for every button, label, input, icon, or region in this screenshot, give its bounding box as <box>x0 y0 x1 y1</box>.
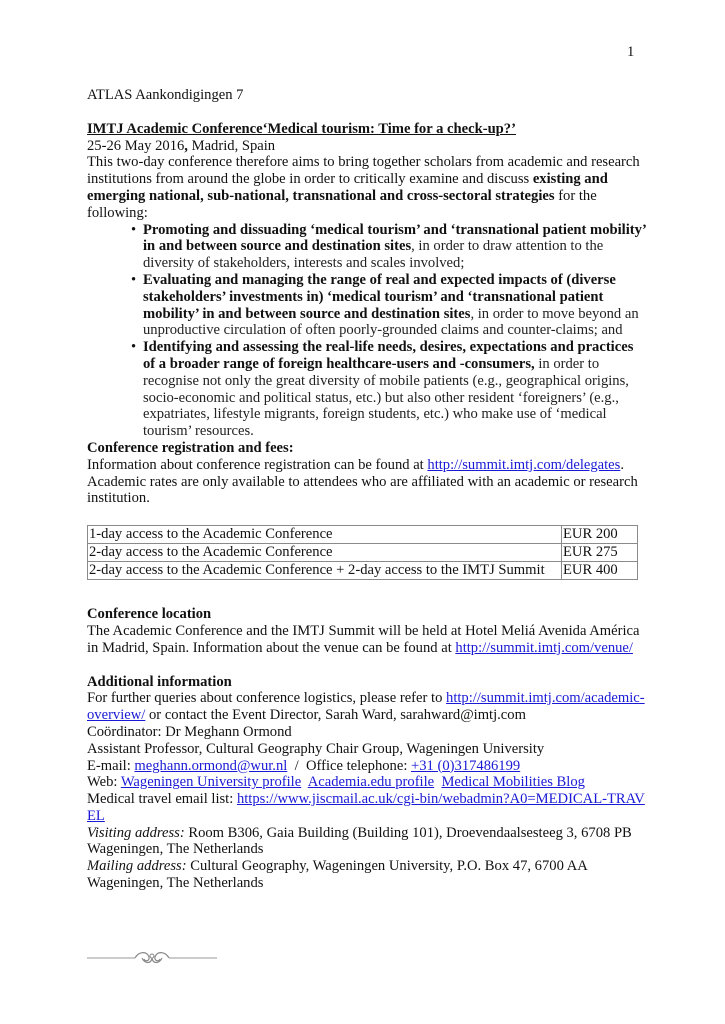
visiting-label: Visiting address: <box>87 824 185 841</box>
email-label: E-mail: <box>87 757 135 774</box>
email-link[interactable]: meghann.ormond@wur.nl <box>134 757 288 774</box>
fee-price: EUR 275 <box>562 544 638 562</box>
email-list-label: Medical travel email list: <box>87 791 237 808</box>
list-item <box>130 272 647 339</box>
location-text <box>87 623 647 657</box>
registration-heading: Conference registration and fees: <box>87 439 294 456</box>
conference-date: 25-26 May 2016 <box>87 137 185 154</box>
registration-text <box>87 457 647 507</box>
visiting-text: Room B306, Gaia Building (Building 101), Droevendaalsesteeg 3, 6708 PB Wageningen, The Netherlands <box>87 824 632 858</box>
conference-location: Madrid, Spain <box>187 137 276 154</box>
bullet-icon: • <box>131 339 137 356</box>
phone-link[interactable]: +31 (0)317486199 <box>411 757 521 774</box>
conference-intro <box>87 154 647 221</box>
location-description: The Academic Conference and the IMTJ Summit will be held at Hotel Meliá Avenida América in Madrid, Spain. Information about the venue can be found at <box>87 622 640 656</box>
fee-price: EUR 400 <box>562 562 638 580</box>
intro-text: This two-day conference therefore aims to bring together scholars from academic and research institutions from around the globe in order to critically examine and discuss <box>87 154 640 188</box>
mailing-text: Cultural Geography, Wageningen University, P.O. Box 47, 6700 AA Wageningen, The Netherlands <box>87 858 595 892</box>
fee-price: EUR 200 <box>562 526 638 544</box>
fee-item: 2-day access to the Academic Conference + 2-day access to the IMTJ Summit <box>88 562 562 580</box>
bullet-icon: • <box>131 221 137 238</box>
conference-title: IMTJ Academic Conference‘Medical tourism: Time for a check-up?’ <box>87 120 516 137</box>
intro-tail: for the following: <box>87 187 597 221</box>
bullet-bold: Evaluating and managing the range of real and expected impacts of (diverse stakeholders’ investments in) ‘medical tourism’ and ‘transnational patient mobility’ in and between source and destination sites <box>143 271 616 322</box>
list-item <box>130 339 647 440</box>
location-heading: Conference location <box>87 606 212 623</box>
web-label: Web: <box>87 774 121 791</box>
fee-item: 2-day access to the Academic Conference <box>88 544 562 562</box>
page-number: 1 <box>627 44 635 60</box>
venue-link[interactable]: http://summit.imtj.com/venue/ <box>455 639 633 656</box>
email-list-line <box>87 791 647 825</box>
registration-text-after: . Academic rates are only available to attendees who are affiliated with an academic or research institution. <box>87 456 638 507</box>
table-row <box>88 526 638 544</box>
web-line <box>87 774 647 791</box>
conference-date-location <box>87 138 647 155</box>
date-separator: , <box>184 137 188 154</box>
spacer <box>87 657 647 674</box>
jiscmail-link[interactable]: https://www.jiscmail.ac.uk/cgi-bin/webadmin?A0=MEDICAL-TRAVEL <box>87 791 645 824</box>
bullet-text: , in order to draw attention to the diversity of stakeholders, interests and scales involved; <box>143 238 604 272</box>
fees-table <box>87 525 638 580</box>
fee-item: 1-day access to the Academic Conference <box>88 526 562 544</box>
bullet-text: , in order to move beyond an unproductive circulation of often poorly-grounded claims and counter-claims; and <box>143 305 639 339</box>
additional-heading: Additional information <box>87 673 232 690</box>
bullet-text: in order to recognise not only the great diversity of mobile patients (e.g., geographical origins, socio-economic and political status, etc.) but also other resident ‘foreigners’ (e.g., expatriates, lifestyle migrants, foreign students, etc.) who make use of ‘medical tourism’ resources. <box>143 355 629 440</box>
bullet-icon: • <box>131 271 137 288</box>
academic-overview-link[interactable]: http://summit.imtj.com/academic-overview/ <box>87 690 645 724</box>
academia-profile-link[interactable]: Academia.edu profile <box>307 774 435 791</box>
intro-bold: existing and emerging national, sub-national, transnational and cross-sectoral strategies <box>87 171 608 204</box>
scroll-flourish-icon <box>87 948 217 968</box>
visiting-address <box>87 825 647 859</box>
table-row <box>88 544 638 562</box>
queries-text <box>87 690 647 724</box>
list-item <box>130 222 647 272</box>
mailing-address <box>87 858 647 892</box>
contact-line <box>87 758 647 775</box>
queries-after: or contact the Event Director, Sarah Ward, sarahward@imtj.com <box>145 707 526 724</box>
bullet-bold: Promoting and dissuading ‘medical tourism’ and ‘transnational patient mobility’ in and between source and destination sites <box>143 221 646 255</box>
queries-before: For further queries about conference logistics, please refer to <box>87 690 447 707</box>
position-line: Assistant Professor, Cultural Geography Chair Group, Wageningen University <box>87 740 545 757</box>
registration-text-before: Information about conference registration can be found at <box>87 456 428 473</box>
wageningen-profile-link[interactable]: Wageningen University profile <box>120 774 302 791</box>
delegates-link[interactable]: http://summit.imtj.com/delegates <box>427 456 621 473</box>
newsletter-title: ATLAS Aankondigingen 7 <box>87 87 244 103</box>
table-row <box>88 562 638 580</box>
mobilities-blog-link[interactable]: Medical Mobilities Blog <box>441 774 585 791</box>
objectives-list <box>87 222 647 440</box>
bullet-bold: Identifying and assessing the real-life needs, desires, expectations and practices of a broader range of foreign healthcare-users and -consumers, <box>143 339 634 372</box>
document-body <box>87 87 647 892</box>
phone-label: / Office telephone: <box>287 757 412 774</box>
mailing-label: Mailing address: <box>87 858 187 875</box>
coordinator-line: Coördinator: Dr Meghann Ormond <box>87 723 292 740</box>
